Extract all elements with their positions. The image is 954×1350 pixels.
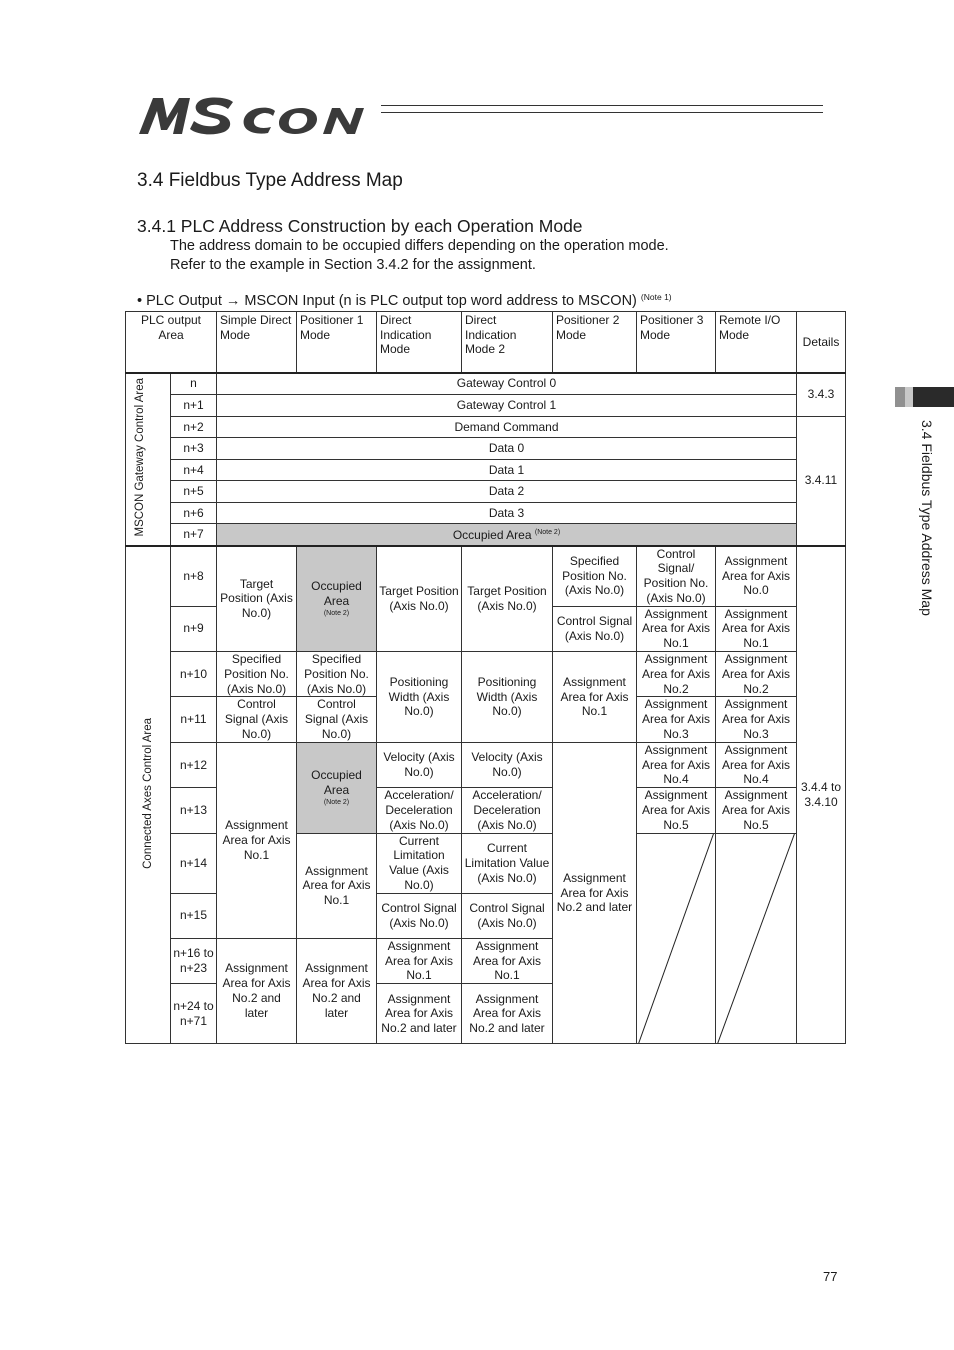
details-cell: 3.4.3 (797, 373, 846, 417)
p3-cell: Assignment Area for Axis No.4 (637, 742, 716, 787)
di2-current-cell: Current Limitation Value (Axis No.0) (462, 833, 553, 893)
gateway-cell: Data 3 (217, 503, 797, 524)
header-simple-direct: Simple Direct Mode (217, 312, 297, 373)
sd-assign1-cell: Assignment Area for Axis No.1 (217, 742, 297, 938)
gateway-cell: Data 2 (217, 481, 797, 503)
header-positioner3: Positioner 3 Mode (637, 312, 716, 373)
address-cell: n+5 (171, 481, 217, 503)
p2-ctrl-cell: Control Signal (Axis No.0) (553, 606, 637, 651)
address-cell: n+12 (171, 742, 217, 787)
di2-ctrl-cell: Control Signal (Axis No.0) (462, 893, 553, 938)
sd-assign2-cell: Assignment Area for Axis No.2 and later (217, 938, 297, 1043)
diagonal-slash (637, 834, 715, 1044)
header-direct-indication2: Direct Indication Mode 2 (462, 312, 553, 373)
group-axes (126, 546, 171, 1044)
mscon-logo (137, 94, 369, 138)
p3-cell: Assignment Area for Axis No.5 (637, 788, 716, 833)
rio-cell: Assignment Area for Axis No.1 (716, 606, 797, 651)
di2-assign2-cell: Assignment Area for Axis No.2 and later (462, 984, 553, 1044)
p1-specpos-cell: Specified Position No. (Axis No.0) (297, 652, 377, 697)
address-cell: n+1 (171, 395, 217, 417)
address-cell: n+9 (171, 606, 217, 651)
di2-assign1-cell: Assignment Area for Axis No.1 (462, 938, 553, 983)
address-cell: n+2 (171, 417, 217, 438)
sd-specpos-cell: Specified Position No. (Axis No.0) (217, 652, 297, 697)
bullet-text: • PLC Output → MSCON Input (n is PLC output top word address to MSCON) (137, 293, 637, 309)
di2-target-cell: Target Position (Axis No.0) (462, 546, 553, 652)
header-row (126, 312, 846, 373)
page-number: 77 (823, 1269, 838, 1284)
address-cell: n+11 (171, 697, 217, 742)
header-positioner1: Positioner 1 Mode (297, 312, 377, 373)
header-direct-indication: Direct Indication Mode (377, 312, 462, 373)
occupied-label: Occupied Area (452, 527, 532, 542)
di-assign1-cell: Assignment Area for Axis No.1 (377, 938, 462, 983)
header-details: Details (797, 312, 846, 373)
side-tab-label: 3.4 Fieldbus Type Address Map (919, 420, 935, 616)
di-assign2-cell: Assignment Area for Axis No.2 and later (377, 984, 462, 1044)
table-row (126, 460, 846, 481)
p3-cell: Assignment Area for Axis No.2 (637, 652, 716, 697)
header-positioner2: Positioner 2 Mode (553, 312, 637, 373)
header-rule-bottom (381, 112, 823, 113)
header-remote-io: Remote I/O Mode (716, 312, 797, 373)
bullet-plc-output (137, 292, 672, 309)
address-cell: n+4 (171, 460, 217, 481)
p3-cell: Control Signal/ Position No. (Axis No.0) (637, 546, 716, 607)
p3-cell: Assignment Area for Axis No.3 (637, 697, 716, 742)
rio-cell: Assignment Area for Axis No.4 (716, 742, 797, 787)
group-gateway-label: MSCON Gateway Control Area (134, 377, 146, 537)
rio-cell: Assignment Area for Axis No.0 (716, 546, 797, 607)
rio-unused-cell (716, 833, 797, 1044)
address-cell: n+16 to n+23 (171, 938, 217, 983)
sd-ctrl-cell: Control Signal (Axis No.0) (217, 697, 297, 742)
occupied-label: Occupied Area (311, 768, 362, 798)
p1-occupied-cell (297, 546, 377, 652)
p2-assign1-cell: Assignment Area for Axis No.1 (553, 652, 637, 743)
p1-occupied2-cell (297, 742, 377, 833)
header-rule-top (381, 105, 823, 106)
table-row (126, 395, 846, 417)
di-velocity-cell: Velocity (Axis No.0) (377, 742, 462, 787)
intro-line-2: Refer to the example in Section 3.4.2 for the assignment. (170, 257, 536, 273)
table-row (126, 438, 846, 460)
note2-label: (Note 2) (323, 799, 350, 807)
table-row (126, 524, 846, 546)
di-current-cell: Current Limitation Value (Axis No.0) (377, 833, 462, 893)
occupied-label: Occupied Area (311, 579, 362, 609)
di2-width-cell: Positioning Width (Axis No.0) (462, 652, 553, 743)
bullet-note: (Note 1) (640, 292, 672, 302)
details-cell: 3.4.11 (797, 417, 846, 546)
p1-assign1-cell: Assignment Area for Axis No.1 (297, 833, 377, 938)
group-gateway (126, 373, 171, 546)
di2-velocity-cell: Velocity (Axis No.0) (462, 742, 553, 787)
address-cell: n+3 (171, 438, 217, 460)
di-target-cell: Target Position (Axis No.0) (377, 546, 462, 652)
address-cell: n (171, 373, 217, 395)
address-cell: n+8 (171, 546, 217, 607)
note2-label: (Note 2) (534, 528, 561, 536)
table-row (126, 481, 846, 503)
address-cell: n+6 (171, 503, 217, 524)
p3-cell: Assignment Area for Axis No.1 (637, 606, 716, 651)
note2-label: (Note 2) (323, 610, 350, 618)
intro-line-1: The address domain to be occupied differs depending on the operation mode. (170, 238, 669, 254)
p2-assign2-cell: Assignment Area for Axis No.2 and later (553, 742, 637, 1043)
table-row (126, 742, 846, 787)
address-map-table (125, 311, 846, 1044)
rio-cell: Assignment Area for Axis No.2 (716, 652, 797, 697)
address-cell: n+10 (171, 652, 217, 697)
table-row (126, 417, 846, 438)
address-cell: n+14 (171, 833, 217, 893)
details-cell: 3.4.4 to 3.4.10 (797, 546, 846, 1044)
subsection-heading: 3.4.1 PLC Address Construction by each Operation Mode (137, 216, 583, 236)
p1-assign2-cell: Assignment Area for Axis No.2 and later (297, 938, 377, 1043)
p2-specpos-cell: Specified Position No. (Axis No.0) (553, 546, 637, 607)
rio-cell: Assignment Area for Axis No.3 (716, 697, 797, 742)
table-row (126, 503, 846, 524)
side-tab-marker (895, 387, 954, 407)
p1-ctrl-cell: Control Signal (Axis No.0) (297, 697, 377, 742)
table-row (126, 546, 846, 607)
rio-cell: Assignment Area for Axis No.5 (716, 788, 797, 833)
address-cell: n+24 to n+71 (171, 984, 217, 1044)
gateway-cell: Data 1 (217, 460, 797, 481)
section-heading: 3.4 Fieldbus Type Address Map (137, 170, 403, 191)
gateway-cell: Demand Command (217, 417, 797, 438)
gateway-cell: Data 0 (217, 438, 797, 460)
group-axes-label: Connected Axes Control Area (142, 717, 154, 869)
gateway-cell: Gateway Control 1 (217, 395, 797, 417)
table-row (126, 373, 846, 395)
di-ctrl-cell: Control Signal (Axis No.0) (377, 893, 462, 938)
di-accel-cell: Acceleration/ Deceleration (Axis No.0) (377, 788, 462, 833)
header-plc-output-area: PLC output Area (126, 312, 217, 373)
di2-accel-cell: Acceleration/ Deceleration (Axis No.0) (462, 788, 553, 833)
sd-target-cell: Target Position (Axis No.0) (217, 546, 297, 652)
table-row (126, 652, 846, 697)
diagonal-slash (716, 834, 796, 1044)
p3-unused-cell (637, 833, 716, 1044)
address-cell: n+7 (171, 524, 217, 546)
di-width-cell: Positioning Width (Axis No.0) (377, 652, 462, 743)
gateway-cell: Gateway Control 0 (217, 373, 797, 395)
address-cell: n+13 (171, 788, 217, 833)
gateway-occupied-cell (217, 524, 797, 546)
address-cell: n+15 (171, 893, 217, 938)
